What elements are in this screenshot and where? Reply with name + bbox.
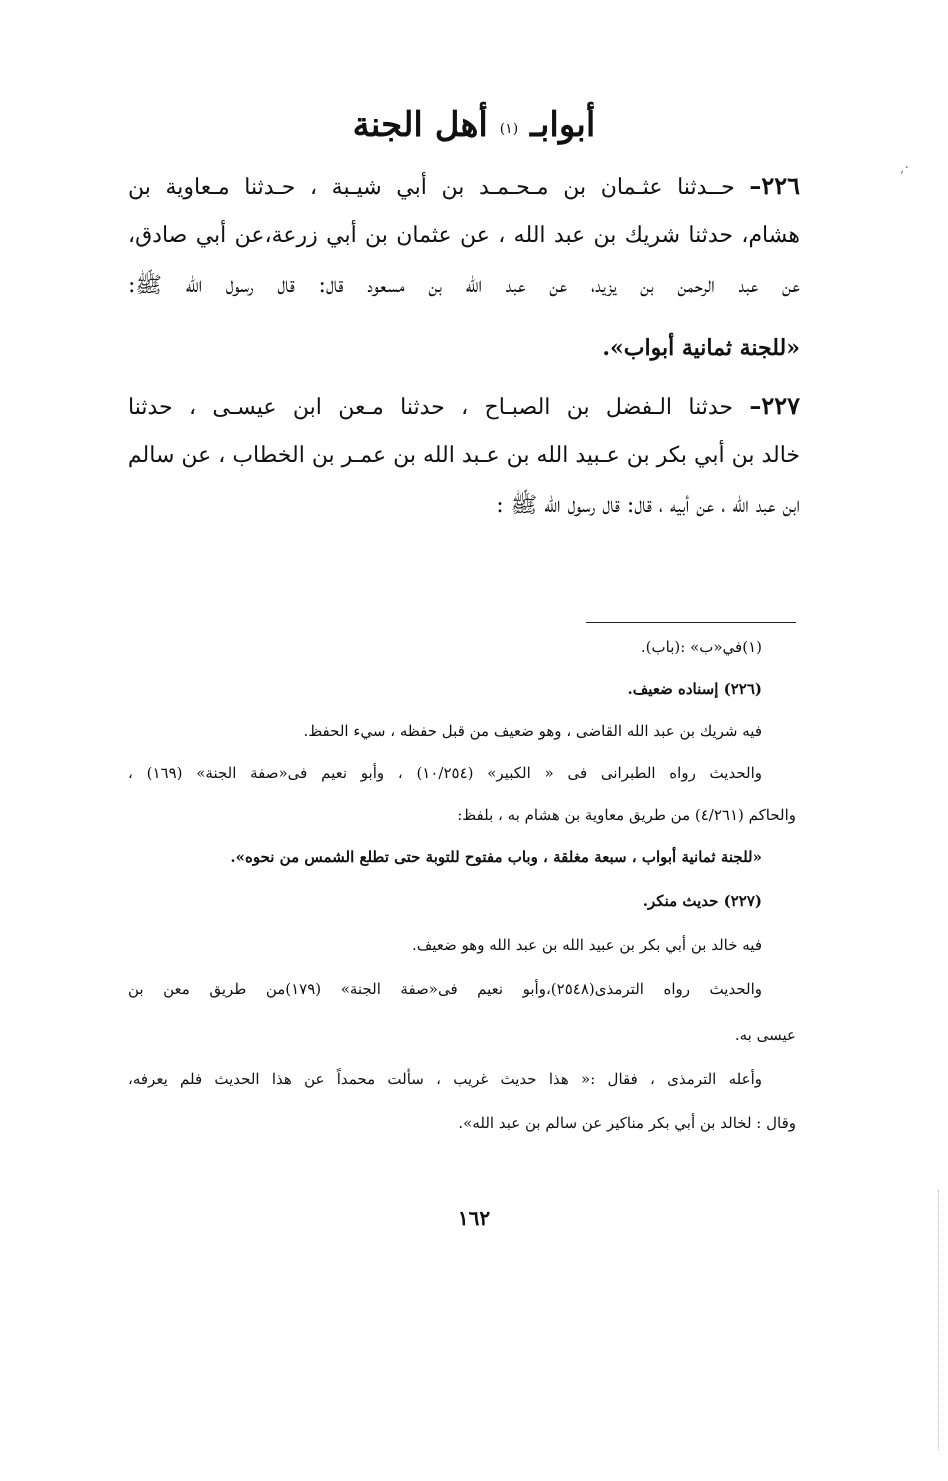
footnote-227-line-5 — [128, 1108, 796, 1138]
footnote-text: (٢٢٧) حديث منكر. — [642, 892, 762, 910]
page-number: ١٦٢ — [457, 1206, 491, 1230]
margin-mark: ·, — [900, 160, 909, 176]
hadith-227-line-3 — [128, 484, 800, 528]
hadith-226-line-1 — [128, 164, 800, 210]
footnote-227-heading — [128, 886, 762, 916]
footnote-text: والحاكم (٤/٢٦١) من طريق معاوية بن هشام به ، بلفظ: — [457, 806, 796, 824]
hadith-226-line-2 — [128, 214, 800, 258]
footnote-226-line-2 — [128, 758, 762, 788]
body-line-text: حــدثنا عثـمان بن مـحـمـد بن أبي شيـبة ، حـدثنا مـعاوية بن — [128, 175, 750, 200]
footnote-text: عيسى به. — [734, 1026, 796, 1044]
hadith-226-line-3 — [128, 264, 800, 308]
footnote-text: (٢٢٦) إسناده ضعيف. — [627, 680, 762, 698]
footnote-text: والحديث رواه الطبرانى فى « الكبير» (١٠/٢٥٤) ، وأبو نعيم فى«صفة الجنة» (١٦٩) ، — [128, 764, 762, 782]
footnote-text: (١)في«ب» :(باب). — [640, 638, 762, 656]
body-line-text: هشام، حدثنا شريك بن عبد الله ، عن عثمان بن أبي زرعة،عن أبي صادق، — [128, 223, 800, 248]
hadith-number-226: ٢٢٦– — [749, 171, 800, 200]
footnote-227-line-3 — [128, 1020, 796, 1050]
footnote-226-line-1 — [128, 716, 762, 746]
footnote-text: وأعله الترمذى ، فقال :« هذا حديث غريب ، سألت محمداً عن هذا الحديث فلم يعرفه، — [128, 1070, 762, 1088]
footnote-text: «للجنة ثمانية أبواب ، سبعة مغلقة ، وباب مفتوح للتوبة حتى تطلع الشمس من نحوه». — [230, 848, 762, 866]
footnote-text: فيه خالد بن أبي بكر بن عبيد الله بن عبد الله وهو ضعيف. — [411, 936, 762, 954]
body-line-text: خالد بن أبي بكر بن عـبيد الله بن عـبد الله بن عمـر بن الخطاب ، عن سالم — [128, 443, 800, 468]
footnote-text: والحديث رواه الترمذى(٢٥٤٨)،وأبو نعيم فى«صفة الجنة» (١٧٩)من طريق معن بن — [128, 980, 762, 998]
footnote-separator — [586, 622, 796, 623]
footnote-226-quote — [128, 842, 762, 872]
body-line-text: «للجنة ثمانية أبواب». — [602, 335, 800, 361]
footnote-text: فيه شريك بن عبد الله القاضى ، وهو ضعيف من قبل حفظه ، سيء الحفظ. — [303, 722, 762, 740]
hadith-226-matn — [128, 326, 800, 371]
footnote-1 — [128, 632, 762, 662]
body-line-text: ابن عبد الله ، عن أبيه ، قال: قال رسول الله ﷺ : — [496, 493, 800, 518]
hadith-227-line-2 — [128, 434, 800, 478]
chapter-title-prefix: أبوابـ — [530, 105, 596, 145]
footnote-227-line-1 — [128, 930, 762, 960]
footnote-text: وقال : لخالد بن أبي بكر مناكير عن سالم بن عبد الله». — [458, 1114, 796, 1132]
hadith-227-line-1 — [128, 384, 800, 430]
chapter-title — [0, 100, 948, 150]
footnote-226-line-3 — [128, 800, 796, 830]
scan-edge-line — [938, 1190, 939, 1450]
hadith-number-227: ٢٢٧– — [749, 391, 800, 420]
body-line-text: حدثنا الـفضل بن الصبـاح ، حدثنا مـعن ابن عيسـى ، حدثنا — [128, 395, 750, 420]
chapter-title-footnote-ref: (١) — [499, 121, 519, 137]
footnote-227-line-2 — [128, 974, 762, 1004]
footnote-227-line-4 — [128, 1064, 762, 1094]
body-line-text: عن عبد الرحمن بن يزيد، عن عبد الله بن مسعود قال: قال رسول الله ﷺ: — [128, 273, 800, 298]
chapter-title-main: أهل الجنة — [352, 105, 488, 145]
footnote-226-heading — [128, 674, 762, 704]
